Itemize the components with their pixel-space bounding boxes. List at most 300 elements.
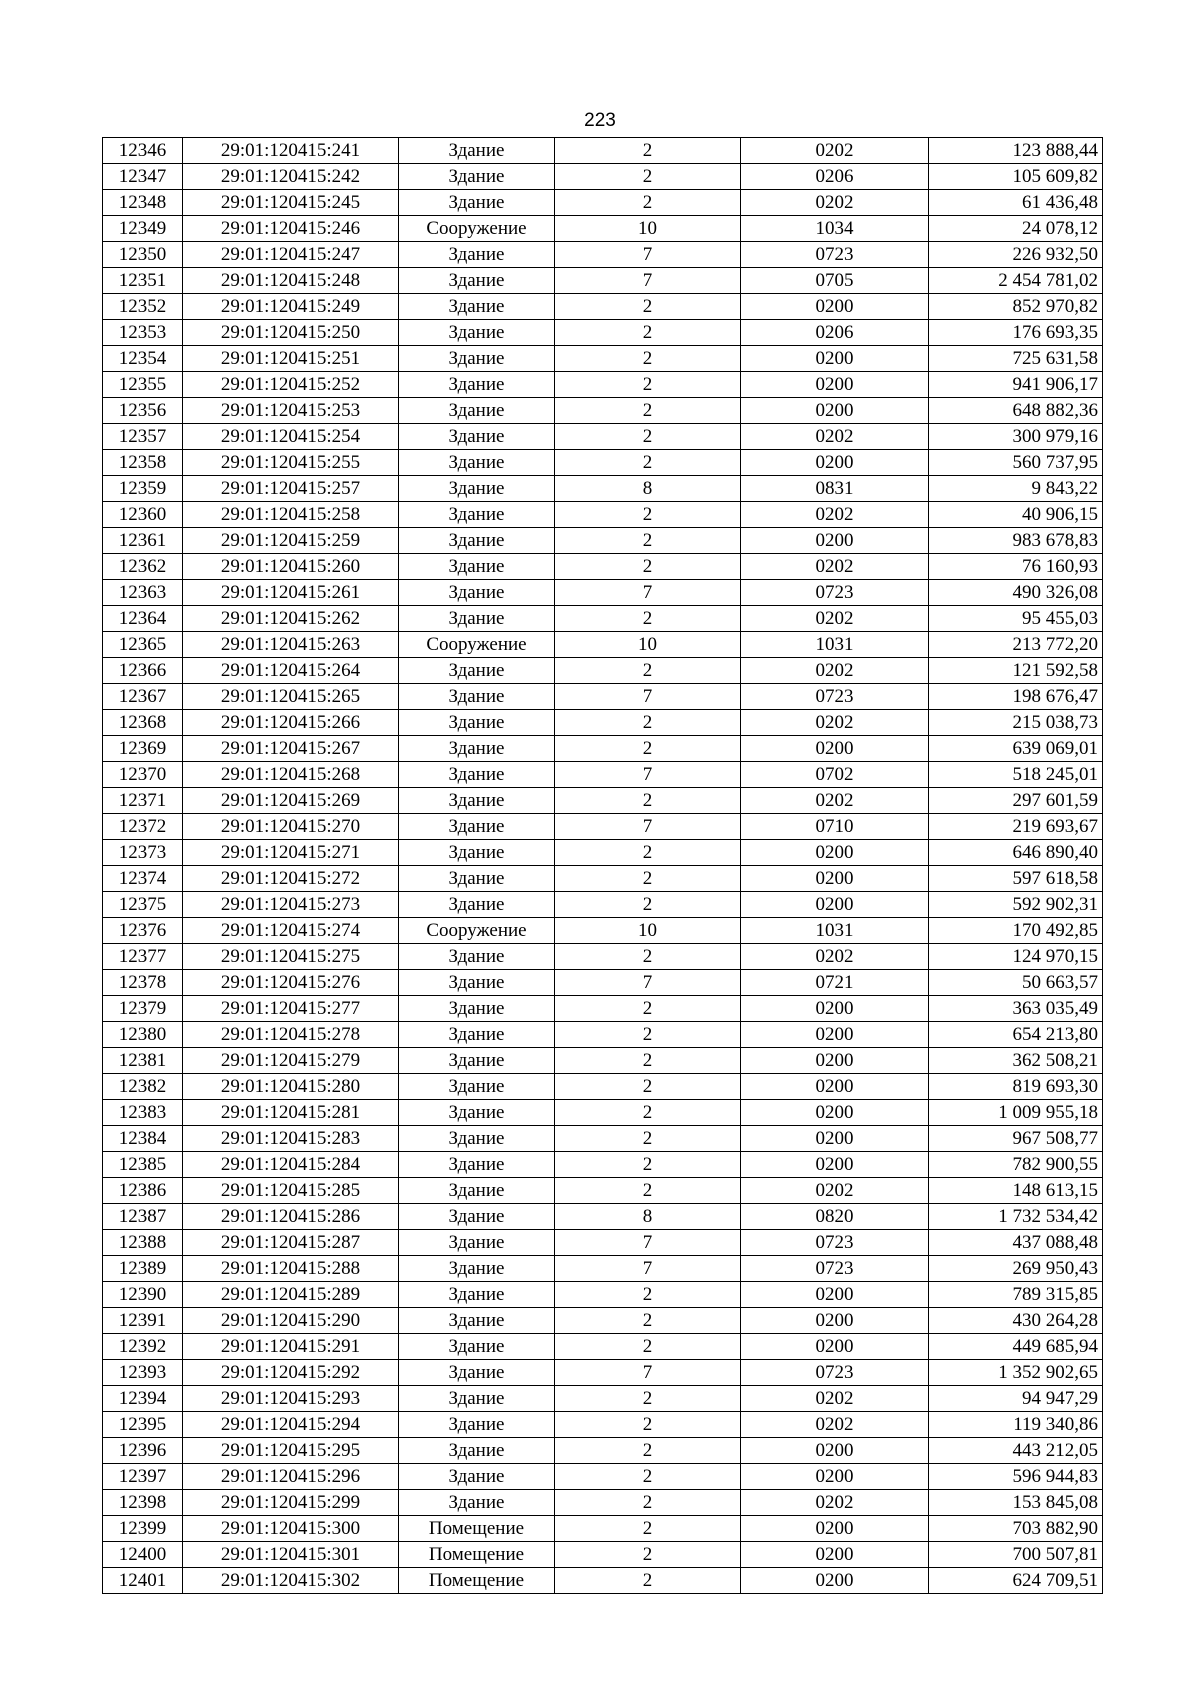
- code-cell: 0202: [741, 502, 929, 528]
- row-number-cell: 12396: [103, 1438, 183, 1464]
- table-row: [103, 1516, 1103, 1542]
- object-type-cell: Здание: [399, 320, 555, 346]
- table-row: [103, 580, 1103, 606]
- value-cell: 95 455,03: [929, 606, 1103, 632]
- code-cell: 0200: [741, 1542, 929, 1568]
- group-cell: 2: [555, 788, 741, 814]
- code-cell: 0200: [741, 1152, 929, 1178]
- cadastral-number-cell: 29:01:120415:254: [183, 424, 399, 450]
- row-number-cell: 12360: [103, 502, 183, 528]
- group-cell: 2: [555, 1490, 741, 1516]
- cadastral-number-cell: 29:01:120415:299: [183, 1490, 399, 1516]
- code-cell: 0200: [741, 1074, 929, 1100]
- object-type-cell: Здание: [399, 1464, 555, 1490]
- row-number-cell: 12386: [103, 1178, 183, 1204]
- row-number-cell: 12361: [103, 528, 183, 554]
- table-row: [103, 268, 1103, 294]
- object-type-cell: Здание: [399, 996, 555, 1022]
- row-number-cell: 12392: [103, 1334, 183, 1360]
- object-type-cell: Здание: [399, 762, 555, 788]
- group-cell: 7: [555, 814, 741, 840]
- table-row: [103, 1282, 1103, 1308]
- code-cell: 0200: [741, 372, 929, 398]
- code-cell: 0200: [741, 450, 929, 476]
- group-cell: 2: [555, 1282, 741, 1308]
- cadastral-number-cell: 29:01:120415:261: [183, 580, 399, 606]
- object-type-cell: Здание: [399, 684, 555, 710]
- group-cell: 7: [555, 1256, 741, 1282]
- group-cell: 10: [555, 632, 741, 658]
- table-row: [103, 1022, 1103, 1048]
- code-cell: 0723: [741, 1360, 929, 1386]
- table-row: [103, 346, 1103, 372]
- group-cell: 2: [555, 892, 741, 918]
- cadastral-number-cell: 29:01:120415:246: [183, 216, 399, 242]
- row-number-cell: 12366: [103, 658, 183, 684]
- cadastral-number-cell: 29:01:120415:263: [183, 632, 399, 658]
- value-cell: 782 900,55: [929, 1152, 1103, 1178]
- cadastral-number-cell: 29:01:120415:247: [183, 242, 399, 268]
- table-row: [103, 1412, 1103, 1438]
- code-cell: 0200: [741, 398, 929, 424]
- table-row: [103, 450, 1103, 476]
- cadastral-number-cell: 29:01:120415:260: [183, 554, 399, 580]
- value-cell: 9 843,22: [929, 476, 1103, 502]
- value-cell: 50 663,57: [929, 970, 1103, 996]
- code-cell: 0202: [741, 788, 929, 814]
- object-type-cell: Здание: [399, 970, 555, 996]
- object-type-cell: Здание: [399, 1308, 555, 1334]
- group-cell: 8: [555, 476, 741, 502]
- value-cell: 40 906,15: [929, 502, 1103, 528]
- value-cell: 490 326,08: [929, 580, 1103, 606]
- row-number-cell: 12357: [103, 424, 183, 450]
- code-cell: 0202: [741, 424, 929, 450]
- object-type-cell: Здание: [399, 450, 555, 476]
- code-cell: 0206: [741, 164, 929, 190]
- row-number-cell: 12384: [103, 1126, 183, 1152]
- code-cell: 0723: [741, 684, 929, 710]
- code-cell: 0200: [741, 1282, 929, 1308]
- row-number-cell: 12377: [103, 944, 183, 970]
- group-cell: 2: [555, 1178, 741, 1204]
- code-cell: 1031: [741, 632, 929, 658]
- object-type-cell: Здание: [399, 840, 555, 866]
- value-cell: 170 492,85: [929, 918, 1103, 944]
- group-cell: 2: [555, 1568, 741, 1594]
- cadastral-number-cell: 29:01:120415:264: [183, 658, 399, 684]
- row-number-cell: 12352: [103, 294, 183, 320]
- object-type-cell: Здание: [399, 1282, 555, 1308]
- value-cell: 443 212,05: [929, 1438, 1103, 1464]
- row-number-cell: 12351: [103, 268, 183, 294]
- table-row: [103, 164, 1103, 190]
- object-type-cell: Сооружение: [399, 632, 555, 658]
- code-cell: 0723: [741, 1256, 929, 1282]
- code-cell: 0705: [741, 268, 929, 294]
- value-cell: 560 737,95: [929, 450, 1103, 476]
- value-cell: 596 944,83: [929, 1464, 1103, 1490]
- value-cell: 624 709,51: [929, 1568, 1103, 1594]
- row-number-cell: 12381: [103, 1048, 183, 1074]
- code-cell: 1034: [741, 216, 929, 242]
- code-cell: 0202: [741, 138, 929, 164]
- table-row: [103, 138, 1103, 164]
- value-cell: 1 009 955,18: [929, 1100, 1103, 1126]
- cadastral-number-cell: 29:01:120415:241: [183, 138, 399, 164]
- row-number-cell: 12372: [103, 814, 183, 840]
- row-number-cell: 12376: [103, 918, 183, 944]
- group-cell: 2: [555, 1386, 741, 1412]
- object-type-cell: Здание: [399, 424, 555, 450]
- object-type-cell: Здание: [399, 294, 555, 320]
- cadastral-number-cell: 29:01:120415:280: [183, 1074, 399, 1100]
- value-cell: 437 088,48: [929, 1230, 1103, 1256]
- group-cell: 7: [555, 970, 741, 996]
- cadastral-number-cell: 29:01:120415:248: [183, 268, 399, 294]
- cadastral-number-cell: 29:01:120415:285: [183, 1178, 399, 1204]
- group-cell: 2: [555, 502, 741, 528]
- row-number-cell: 12363: [103, 580, 183, 606]
- group-cell: 2: [555, 1308, 741, 1334]
- cadastral-number-cell: 29:01:120415:245: [183, 190, 399, 216]
- value-cell: 363 035,49: [929, 996, 1103, 1022]
- object-type-cell: Здание: [399, 476, 555, 502]
- value-cell: 725 631,58: [929, 346, 1103, 372]
- value-cell: 648 882,36: [929, 398, 1103, 424]
- code-cell: 0702: [741, 762, 929, 788]
- value-cell: 654 213,80: [929, 1022, 1103, 1048]
- code-cell: 0202: [741, 1386, 929, 1412]
- row-number-cell: 12356: [103, 398, 183, 424]
- group-cell: 7: [555, 268, 741, 294]
- value-cell: 215 038,73: [929, 710, 1103, 736]
- code-cell: 0202: [741, 658, 929, 684]
- group-cell: 2: [555, 424, 741, 450]
- value-cell: 1 352 902,65: [929, 1360, 1103, 1386]
- cadastral-number-cell: 29:01:120415:271: [183, 840, 399, 866]
- code-cell: 0200: [741, 294, 929, 320]
- object-type-cell: Здание: [399, 892, 555, 918]
- table-row: [103, 1542, 1103, 1568]
- object-type-cell: Здание: [399, 814, 555, 840]
- cadastral-number-cell: 29:01:120415:284: [183, 1152, 399, 1178]
- group-cell: 2: [555, 1100, 741, 1126]
- code-cell: 0721: [741, 970, 929, 996]
- table-row: [103, 372, 1103, 398]
- group-cell: 2: [555, 1334, 741, 1360]
- group-cell: 7: [555, 1360, 741, 1386]
- cadastral-number-cell: 29:01:120415:287: [183, 1230, 399, 1256]
- cadastral-number-cell: 29:01:120415:296: [183, 1464, 399, 1490]
- row-number-cell: 12350: [103, 242, 183, 268]
- table-row: [103, 788, 1103, 814]
- table-row: [103, 424, 1103, 450]
- group-cell: 2: [555, 190, 741, 216]
- row-number-cell: 12362: [103, 554, 183, 580]
- row-number-cell: 12395: [103, 1412, 183, 1438]
- code-cell: 0200: [741, 1126, 929, 1152]
- object-type-cell: Здание: [399, 164, 555, 190]
- value-cell: 362 508,21: [929, 1048, 1103, 1074]
- cadastral-number-cell: 29:01:120415:275: [183, 944, 399, 970]
- row-number-cell: 12370: [103, 762, 183, 788]
- object-type-cell: Здание: [399, 138, 555, 164]
- value-cell: 269 950,43: [929, 1256, 1103, 1282]
- value-cell: 1 732 534,42: [929, 1204, 1103, 1230]
- cadastral-number-cell: 29:01:120415:278: [183, 1022, 399, 1048]
- group-cell: 2: [555, 1412, 741, 1438]
- row-number-cell: 12380: [103, 1022, 183, 1048]
- group-cell: 2: [555, 1542, 741, 1568]
- table-row: [103, 944, 1103, 970]
- row-number-cell: 12394: [103, 1386, 183, 1412]
- object-type-cell: Здание: [399, 606, 555, 632]
- value-cell: 148 613,15: [929, 1178, 1103, 1204]
- table-row: [103, 710, 1103, 736]
- object-type-cell: Здание: [399, 398, 555, 424]
- cadastral-value-table: [102, 137, 1103, 1594]
- code-cell: 0200: [741, 866, 929, 892]
- cadastral-number-cell: 29:01:120415:281: [183, 1100, 399, 1126]
- row-number-cell: 12383: [103, 1100, 183, 1126]
- cadastral-number-cell: 29:01:120415:253: [183, 398, 399, 424]
- group-cell: 2: [555, 320, 741, 346]
- group-cell: 2: [555, 1074, 741, 1100]
- object-type-cell: Здание: [399, 944, 555, 970]
- row-number-cell: 12354: [103, 346, 183, 372]
- code-cell: 0200: [741, 1022, 929, 1048]
- table-row: [103, 1438, 1103, 1464]
- value-cell: 430 264,28: [929, 1308, 1103, 1334]
- cadastral-number-cell: 29:01:120415:252: [183, 372, 399, 398]
- code-cell: 0200: [741, 996, 929, 1022]
- table-body: [103, 138, 1103, 1594]
- value-cell: 518 245,01: [929, 762, 1103, 788]
- group-cell: 10: [555, 918, 741, 944]
- row-number-cell: 12368: [103, 710, 183, 736]
- row-number-cell: 12391: [103, 1308, 183, 1334]
- object-type-cell: Здание: [399, 1204, 555, 1230]
- group-cell: 2: [555, 1464, 741, 1490]
- group-cell: 2: [555, 996, 741, 1022]
- table-row: [103, 1126, 1103, 1152]
- object-type-cell: Здание: [399, 1490, 555, 1516]
- table-row: [103, 1308, 1103, 1334]
- cadastral-number-cell: 29:01:120415:262: [183, 606, 399, 632]
- cadastral-number-cell: 29:01:120415:292: [183, 1360, 399, 1386]
- table-row: [103, 762, 1103, 788]
- cadastral-number-cell: 29:01:120415:295: [183, 1438, 399, 1464]
- row-number-cell: 12374: [103, 866, 183, 892]
- group-cell: 7: [555, 684, 741, 710]
- table-row: [103, 502, 1103, 528]
- row-number-cell: 12393: [103, 1360, 183, 1386]
- row-number-cell: 12389: [103, 1256, 183, 1282]
- object-type-cell: Сооружение: [399, 216, 555, 242]
- cadastral-number-cell: 29:01:120415:249: [183, 294, 399, 320]
- cadastral-number-cell: 29:01:120415:251: [183, 346, 399, 372]
- group-cell: 7: [555, 580, 741, 606]
- code-cell: 0200: [741, 528, 929, 554]
- code-cell: 0202: [741, 944, 929, 970]
- group-cell: 7: [555, 762, 741, 788]
- object-type-cell: Здание: [399, 1230, 555, 1256]
- value-cell: 703 882,90: [929, 1516, 1103, 1542]
- table-row: [103, 1204, 1103, 1230]
- table-row: [103, 294, 1103, 320]
- row-number-cell: 12367: [103, 684, 183, 710]
- object-type-cell: Сооружение: [399, 918, 555, 944]
- object-type-cell: Здание: [399, 528, 555, 554]
- cadastral-number-cell: 29:01:120415:277: [183, 996, 399, 1022]
- table-row: [103, 1334, 1103, 1360]
- value-cell: 852 970,82: [929, 294, 1103, 320]
- group-cell: 2: [555, 736, 741, 762]
- object-type-cell: Здание: [399, 1126, 555, 1152]
- cadastral-number-cell: 29:01:120415:255: [183, 450, 399, 476]
- table-row: [103, 1256, 1103, 1282]
- group-cell: 2: [555, 1438, 741, 1464]
- code-cell: 0206: [741, 320, 929, 346]
- table-row: [103, 866, 1103, 892]
- cadastral-number-cell: 29:01:120415:273: [183, 892, 399, 918]
- row-number-cell: 12347: [103, 164, 183, 190]
- code-cell: 0200: [741, 1438, 929, 1464]
- code-cell: 0202: [741, 1412, 929, 1438]
- group-cell: 7: [555, 242, 741, 268]
- table-row: [103, 1048, 1103, 1074]
- cadastral-number-cell: 29:01:120415:279: [183, 1048, 399, 1074]
- cadastral-number-cell: 29:01:120415:300: [183, 1516, 399, 1542]
- group-cell: 2: [555, 372, 741, 398]
- group-cell: 2: [555, 1516, 741, 1542]
- cadastral-number-cell: 29:01:120415:259: [183, 528, 399, 554]
- table-row: [103, 606, 1103, 632]
- value-cell: 198 676,47: [929, 684, 1103, 710]
- value-cell: 61 436,48: [929, 190, 1103, 216]
- value-cell: 967 508,77: [929, 1126, 1103, 1152]
- table-row: [103, 632, 1103, 658]
- cadastral-number-cell: 29:01:120415:266: [183, 710, 399, 736]
- table-row: [103, 840, 1103, 866]
- group-cell: 2: [555, 710, 741, 736]
- object-type-cell: Здание: [399, 1334, 555, 1360]
- cadastral-number-cell: 29:01:120415:270: [183, 814, 399, 840]
- code-cell: 0200: [741, 1334, 929, 1360]
- cadastral-number-cell: 29:01:120415:294: [183, 1412, 399, 1438]
- cadastral-number-cell: 29:01:120415:283: [183, 1126, 399, 1152]
- row-number-cell: 12399: [103, 1516, 183, 1542]
- code-cell: 0200: [741, 346, 929, 372]
- row-number-cell: 12353: [103, 320, 183, 346]
- object-type-cell: Помещение: [399, 1568, 555, 1594]
- value-cell: 124 970,15: [929, 944, 1103, 970]
- object-type-cell: Здание: [399, 346, 555, 372]
- code-cell: 0200: [741, 1048, 929, 1074]
- table-row: [103, 242, 1103, 268]
- row-number-cell: 12348: [103, 190, 183, 216]
- cadastral-number-cell: 29:01:120415:267: [183, 736, 399, 762]
- value-cell: 297 601,59: [929, 788, 1103, 814]
- cadastral-number-cell: 29:01:120415:301: [183, 1542, 399, 1568]
- code-cell: 0202: [741, 190, 929, 216]
- cadastral-number-cell: 29:01:120415:242: [183, 164, 399, 190]
- group-cell: 2: [555, 554, 741, 580]
- table-row: [103, 918, 1103, 944]
- group-cell: 2: [555, 840, 741, 866]
- group-cell: 2: [555, 866, 741, 892]
- table-row: [103, 1100, 1103, 1126]
- object-type-cell: Здание: [399, 1438, 555, 1464]
- value-cell: 983 678,83: [929, 528, 1103, 554]
- table-row: [103, 1464, 1103, 1490]
- row-number-cell: 12358: [103, 450, 183, 476]
- cadastral-number-cell: 29:01:120415:250: [183, 320, 399, 346]
- object-type-cell: Здание: [399, 736, 555, 762]
- cadastral-number-cell: 29:01:120415:288: [183, 1256, 399, 1282]
- object-type-cell: Помещение: [399, 1516, 555, 1542]
- row-number-cell: 12379: [103, 996, 183, 1022]
- row-number-cell: 12369: [103, 736, 183, 762]
- code-cell: 0200: [741, 1516, 929, 1542]
- table-row: [103, 1386, 1103, 1412]
- row-number-cell: 12371: [103, 788, 183, 814]
- code-cell: 0202: [741, 1490, 929, 1516]
- object-type-cell: Здание: [399, 242, 555, 268]
- value-cell: 700 507,81: [929, 1542, 1103, 1568]
- cadastral-number-cell: 29:01:120415:291: [183, 1334, 399, 1360]
- object-type-cell: Здание: [399, 1360, 555, 1386]
- value-cell: 153 845,08: [929, 1490, 1103, 1516]
- row-number-cell: 12400: [103, 1542, 183, 1568]
- cadastral-number-cell: 29:01:120415:258: [183, 502, 399, 528]
- row-number-cell: 12387: [103, 1204, 183, 1230]
- code-cell: 0200: [741, 1464, 929, 1490]
- object-type-cell: Здание: [399, 554, 555, 580]
- row-number-cell: 12397: [103, 1464, 183, 1490]
- table-row: [103, 1178, 1103, 1204]
- page-number: 223: [584, 110, 616, 131]
- code-cell: 0200: [741, 736, 929, 762]
- code-cell: 0723: [741, 242, 929, 268]
- code-cell: 0200: [741, 1568, 929, 1594]
- group-cell: 2: [555, 1152, 741, 1178]
- row-number-cell: 12364: [103, 606, 183, 632]
- value-cell: 119 340,86: [929, 1412, 1103, 1438]
- value-cell: 76 160,93: [929, 554, 1103, 580]
- row-number-cell: 12398: [103, 1490, 183, 1516]
- code-cell: 0200: [741, 1100, 929, 1126]
- group-cell: 2: [555, 346, 741, 372]
- value-cell: 94 947,29: [929, 1386, 1103, 1412]
- table-row: [103, 970, 1103, 996]
- value-cell: 105 609,82: [929, 164, 1103, 190]
- group-cell: 8: [555, 1204, 741, 1230]
- value-cell: 226 932,50: [929, 242, 1103, 268]
- code-cell: 0202: [741, 1178, 929, 1204]
- object-type-cell: Здание: [399, 1074, 555, 1100]
- object-type-cell: Здание: [399, 1178, 555, 1204]
- object-type-cell: Здание: [399, 502, 555, 528]
- cadastral-number-cell: 29:01:120415:286: [183, 1204, 399, 1230]
- group-cell: 10: [555, 216, 741, 242]
- group-cell: 2: [555, 944, 741, 970]
- row-number-cell: 12349: [103, 216, 183, 242]
- value-cell: 789 315,85: [929, 1282, 1103, 1308]
- value-cell: 123 888,44: [929, 138, 1103, 164]
- row-number-cell: 12375: [103, 892, 183, 918]
